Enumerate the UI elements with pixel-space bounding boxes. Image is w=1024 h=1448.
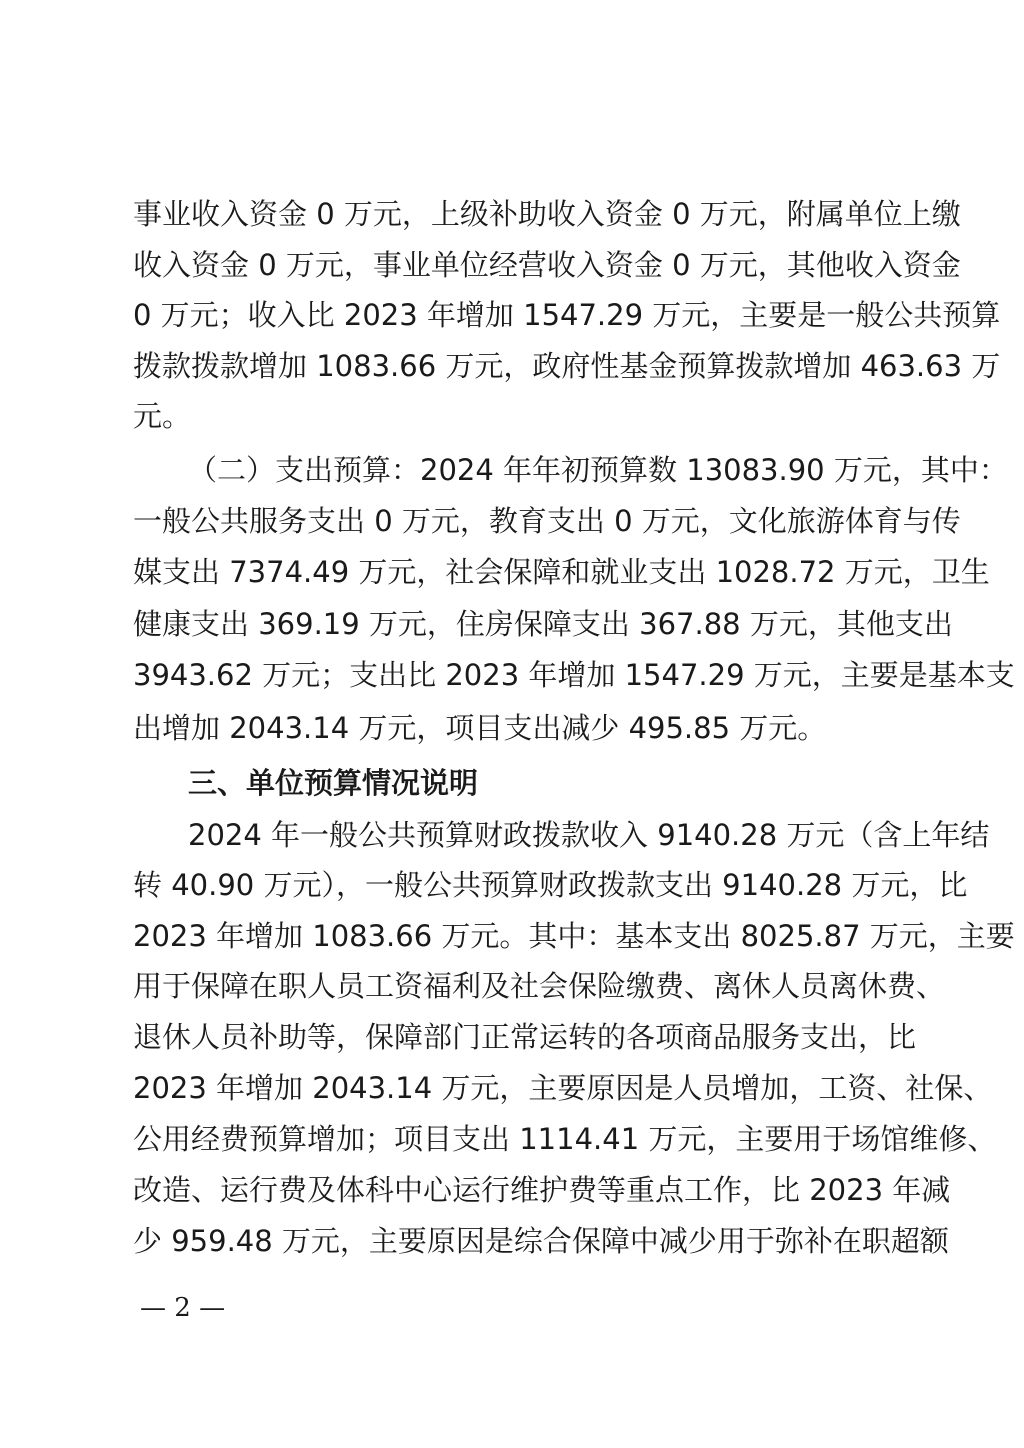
text-line: 0 万元；收入比 2023 年增加 1547.29 万元，主要是一般公共预算 <box>133 298 1001 332</box>
page-number: — 2 — <box>140 1293 226 1323</box>
text-line: 少 959.48 万元，主要原因是综合保障中减少用于弥补在职超额 <box>133 1224 949 1258</box>
paragraph-first-line: （二）支出预算：2024 年年初预算数 13083.90 万元，其中： <box>188 453 1008 487</box>
text-line: 媒支出 7374.49 万元，社会保障和就业支出 1028.72 万元，卫生 <box>133 555 990 589</box>
text-line: 转 40.90 万元），一般公共预算财政拨款支出 9140.28 万元，比 <box>133 868 968 902</box>
text-line: 用于保障在职人员工资福利及社会保险缴费、离休人员离休费、 <box>133 969 946 1003</box>
text-line: 元。 <box>133 399 192 433</box>
section-heading: 三、单位预算情况说明 <box>188 766 479 800</box>
text-line: 2023 年增加 1083.66 万元。其中：基本支出 8025.87 万元，主要 <box>133 919 1015 953</box>
text-line: 事业收入资金 0 万元，上级补助收入资金 0 万元，附属单位上缴 <box>133 197 961 231</box>
text-line: 拨款拨款增加 1083.66 万元，政府性基金预算拨款增加 463.63 万 <box>133 349 1001 383</box>
text-line: 一般公共服务支出 0 万元，教育支出 0 万元，文化旅游体育与传 <box>133 504 961 538</box>
text-line: 公用经费预算增加；项目支出 1114.41 万元，主要用于场馆维修、 <box>133 1122 997 1156</box>
text-line: 2023 年增加 2043.14 万元，主要原因是人员增加，工资、社保、 <box>133 1071 993 1105</box>
text-line: 健康支出 369.19 万元，住房保障支出 367.88 万元，其他支出 <box>133 607 953 641</box>
text-line: 收入资金 0 万元，事业单位经营收入资金 0 万元，其他收入资金 <box>133 248 961 282</box>
text-line: 3943.62 万元；支出比 2023 年增加 1547.29 万元，主要是基本支 <box>133 658 1015 692</box>
paragraph-first-line: 2024 年一般公共预算财政拨款收入 9140.28 万元（含上年结 <box>188 818 990 852</box>
text-line: 出增加 2043.14 万元，项目支出减少 495.85 万元。 <box>133 711 827 745</box>
text-line: 改造、运行费及体科中心运行维护费等重点工作，比 2023 年减 <box>133 1173 951 1207</box>
text-line: 退休人员补助等，保障部门正常运转的各项商品服务支出，比 <box>133 1020 917 1054</box>
